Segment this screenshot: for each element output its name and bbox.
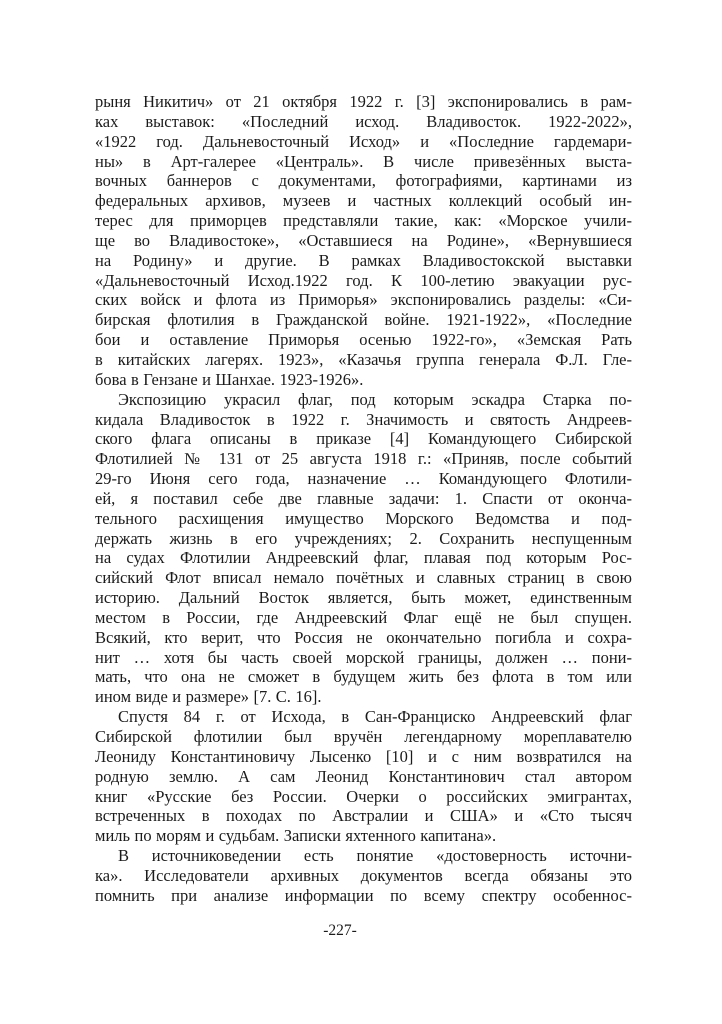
text-line: тельного расхищения имущество Морского Ведомства и под- <box>95 508 632 528</box>
text-line: Спустя 84 г. от Исхода, в Сан-Франциско Андреевский флаг <box>118 707 632 727</box>
text-line: в китайских лагерях. 1923», «Казачья группа генерала Ф.Л. Гле- <box>95 349 632 369</box>
text-line: «Дальневосточный Исход.1922 год. К 100-летию эвакуации рус- <box>95 270 632 290</box>
text-line: ще во Владивостоке», «Оставшиеся на Родине», «Вернувшиеся <box>95 230 632 250</box>
text-line: ка». Исследователи архивных документов всегда обязаны это <box>95 865 632 885</box>
text-line: ей, я поставил себе две главные задачи: 1. Спасти от оконча- <box>95 488 632 508</box>
text-line: бирская флотилия в Гражданской войне. 1921-1922», «Последние <box>95 310 632 330</box>
paragraph <box>95 846 632 906</box>
text-line: ских войск и флота из Приморья» экспонировались разделы: «Си- <box>95 290 632 310</box>
text-line: рыня Никитич» от 21 октября 1922 г. [3] экспонировались в рам- <box>95 92 632 111</box>
text-line: на Родину» и другие. В рамках Владивостокской выставки <box>95 250 632 270</box>
text-line: родную землю. А сам Леонид Константинович стал автором <box>95 766 632 786</box>
text-line: Леониду Константиновичу Лысенко [10] и с ним возвратился на <box>95 746 632 766</box>
text-line: Всякий, кто верит, что Россия не окончательно погибла и сохра- <box>95 627 632 647</box>
text-line: Флотилией № 131 от 25 августа 1918 г.: «Приняв, после событий <box>95 449 632 469</box>
text-line: мать, что она не сможет в будущем жить без флота в том или <box>95 667 632 687</box>
text-line: Экспозицию украсил флаг, под которым эскадра Старка по- <box>118 389 632 409</box>
paragraph <box>95 92 632 390</box>
text-line: встреченных в походах по Австралии и США» и «Сто тысяч <box>95 806 632 826</box>
text-line: сийский Флот вписал немало почётных и славных страниц в свою <box>95 568 632 588</box>
text-line: историю. Дальний Восток является, быть может, единственным <box>95 588 632 608</box>
page-number: -227- <box>323 922 357 939</box>
text-line: миль по морям и судьбам. Записки яхтенного капитана». <box>95 826 497 846</box>
text-line: ках выставок: «Последний исход. Владивосток. 1922-2022», <box>95 111 632 131</box>
text-line: бова в Гензане и Шанхае. 1923-1926». <box>95 369 364 389</box>
text-line: ином виде и размере» [7. С. 16]. <box>95 687 322 707</box>
text-line: «1922 год. Дальневосточный Исход» и «Последние гардемари- <box>95 131 632 151</box>
text-line: федеральных архивов, музеев и частных коллекций особый ин- <box>95 191 632 211</box>
paragraph <box>95 707 632 846</box>
text-line: вочных баннеров с документами, фотографиями, картинами из <box>95 171 632 191</box>
paragraph <box>95 390 632 708</box>
text-line: местом в России, где Андреевский Флаг ещё не был спущен. <box>95 607 632 627</box>
body-text <box>95 92 632 906</box>
text-line: книг «Русские без России. Очерки о российских эмигрантах, <box>95 786 632 806</box>
text-line: держать жизнь в его учреждениях; 2. Сохранить неспущенным <box>95 528 632 548</box>
text-line: Сибирской флотилии был вручён легендарному мореплавателю <box>95 727 632 746</box>
text-line: нит … хотя бы часть своей морской границы, должен … пони- <box>95 647 632 667</box>
text-line: на судах Флотилии Андреевский флаг, плавая под которым Рос- <box>95 548 632 568</box>
text-line: бои и оставление Приморья осенью 1922-го», «Земская Рать <box>95 330 632 350</box>
text-line: помнить при анализе информации по всему спектру особеннос- <box>95 885 632 905</box>
text-line: ны» в Арт-галерее «Централь». В числе привезённых выста- <box>95 151 632 171</box>
text-line: терес для приморцев представляли такие, как: «Морское учили- <box>95 211 632 231</box>
text-line: 29-го Июня сего года, назначение … Командующего Флотили- <box>95 469 632 489</box>
text-line: кидала Владивосток в 1922 г. Значимость и святость Андреев- <box>95 409 632 429</box>
text-line: В источниковедении есть понятие «достоверность источни- <box>118 846 632 866</box>
text-line: ского флага описаны в приказе [4] Командующего Сибирской <box>95 429 632 449</box>
